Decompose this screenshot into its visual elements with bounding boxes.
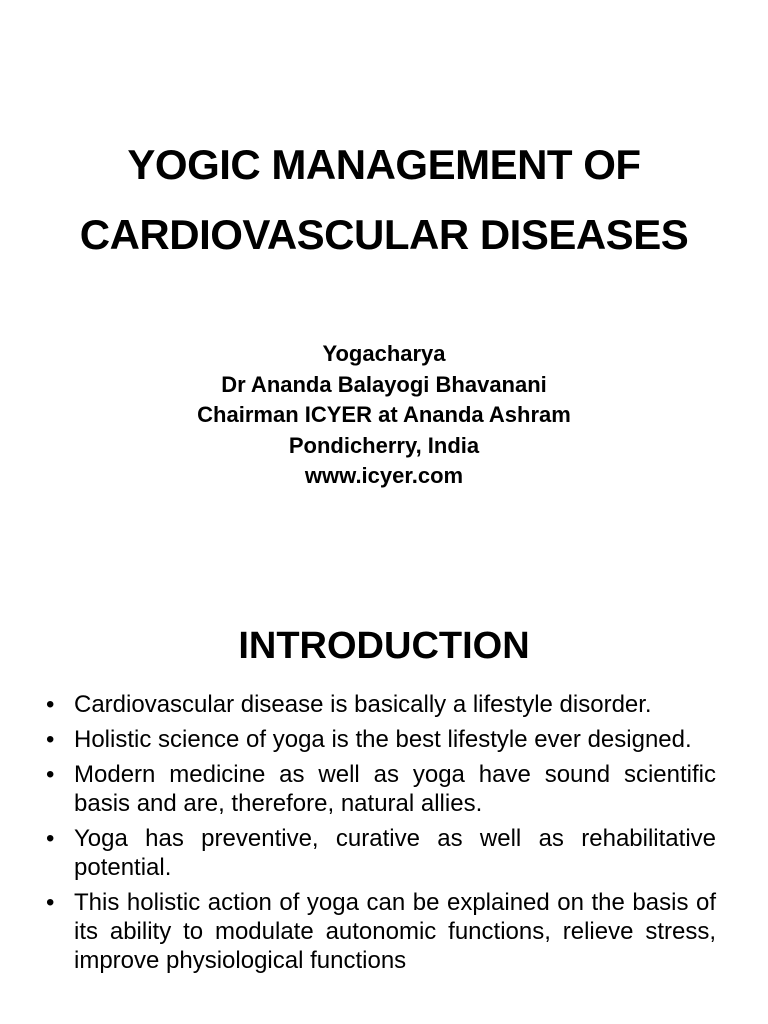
bullet-text: This holistic action of yoga can be explained on the basis of its ability to modulate autonomic functions, relieve stress, improve physiological functions	[74, 889, 716, 974]
bullet-item	[44, 888, 716, 975]
author-position: Chairman ICYER at Ananda Ashram	[197, 402, 571, 427]
title-line-2: CARDIOVASCULAR DISEASES	[79, 211, 689, 258]
author-honorific: Yogacharya	[322, 341, 446, 366]
author-location: Pondicherry, India	[288, 432, 480, 458]
bullet-dot-icon: •	[46, 691, 55, 718]
author-block	[40, 339, 728, 492]
bullet-dot-icon: •	[46, 761, 55, 788]
bullet-dot-icon: •	[46, 726, 55, 753]
bullet-text: Yoga has preventive, curative as well as rehabilitative potential.	[74, 825, 716, 881]
title-line-1: YOGIC MANAGEMENT OF	[127, 141, 641, 188]
author-name: Dr Ananda Balayogi Bhavanani	[221, 371, 547, 397]
bullet-text: Cardiovascular disease is basically a lifestyle disorder.	[74, 691, 652, 718]
introduction-heading: INTRODUCTION	[238, 625, 530, 667]
bullet-item	[44, 725, 716, 754]
introduction-bullet-list	[44, 690, 716, 981]
bullet-text: Modern medicine as well as yoga have sound scientific basis and are, therefore, natural allies.	[74, 761, 716, 817]
slide-title	[20, 130, 748, 270]
bullet-dot-icon: •	[46, 825, 55, 852]
bullet-text: Holistic science of yoga is the best lifestyle ever designed.	[74, 726, 692, 753]
author-website: www.icyer.com	[304, 463, 464, 488]
bullet-item	[44, 824, 716, 882]
bullet-dot-icon: •	[46, 889, 55, 916]
bullet-item	[44, 760, 716, 818]
bullet-item	[44, 690, 716, 719]
